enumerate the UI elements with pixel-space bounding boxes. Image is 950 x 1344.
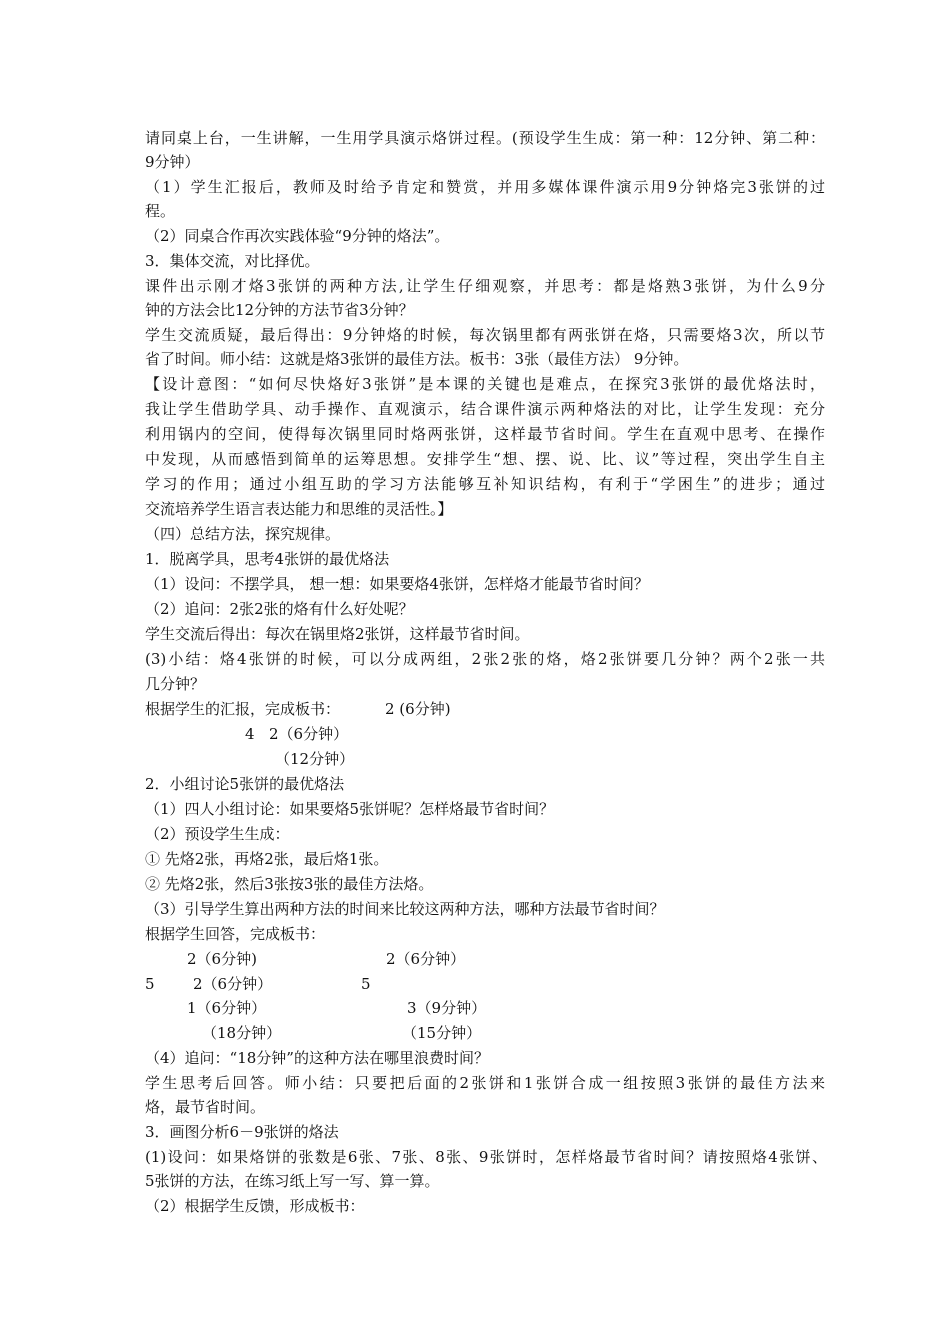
design-intent-line: 利用锅内的空间，使得每次锅里同时烙两张饼，这样最节省时间。学生在直观中思考、在操作: [145, 425, 825, 443]
text-line: 5张饼的方法，在练习纸上写一写、算一算。: [145, 1172, 440, 1190]
board-total: （12分钟）: [275, 750, 355, 768]
board-entry: 1（6分钟）: [187, 999, 267, 1017]
text-line: 钟的方法会比12分钟的方法节省3分钟？: [145, 301, 414, 319]
board-intro: 根据学生的汇报，完成板书：: [145, 700, 341, 718]
board-entry: 2（6分钟）: [386, 950, 466, 968]
design-intent-line: 交流培养学生语言表达能力和思维的灵活性。】: [145, 500, 453, 518]
text-line: (3)小结：烙4张饼的时候，可以分成两组，2张2张的烙，烙2张饼要几分钟？两个2张一共: [145, 650, 825, 668]
board-entry: 2 (6分钟): [385, 700, 451, 718]
text-line: （1）学生汇报后，教师及时给予肯定和赞赏，并用多媒体课件演示用9分钟烙完3张饼的过: [145, 178, 825, 196]
design-intent-line: 中发现，从而感悟到简单的运筹思想。安排学生“想、摆、说、比、议”等过程，突出学生自主: [145, 450, 825, 468]
board-entry: 2（6分钟）: [269, 725, 349, 743]
board-entry: 3（9分钟）: [407, 999, 487, 1017]
subsection-heading: 1．脱离学具，思考4张饼的最优烙法: [145, 550, 390, 568]
text-line: （2）根据学生反馈，形成板书：: [145, 1197, 365, 1215]
text-line: (1)设问：如果烙饼的张数是6张、7张、8张、9张饼时，怎样烙最节省时间？请按照烙4张饼、: [145, 1148, 827, 1166]
design-intent-line: 学习的作用；通过小组互助的学习方法能够互补知识结构，有利于“学困生”的进步；通过: [145, 475, 825, 493]
text-line: 学生交流质疑，最后得出：9分钟烙的时候，每次锅里都有两张饼在烙，只需要烙3次，所以节: [145, 326, 825, 344]
text-line: 学生交流后得出：每次在锅里烙2张饼，这样最节省时间。: [145, 625, 530, 643]
text-line: （2）预设学生生成：: [145, 825, 290, 843]
text-line: 请同桌上台，一生讲解，一生用学具演示烙饼过程。(预设学生生成：第一种：12分钟、第二种：: [145, 129, 825, 147]
section-heading: （四）总结方法，探究规律。: [145, 525, 341, 543]
text-line: （2）追问：2张2张的烙有什么好处呢？: [145, 600, 414, 618]
text-line: （4）追问：“18分钟”的这种方法在哪里浪费时间？: [145, 1049, 489, 1067]
text-line: 程。: [145, 202, 176, 220]
text-line: 课件出示刚才烙3张饼的两种方法,让学生仔细观察，并思考：都是烙熟3张饼，为什么9分: [145, 277, 825, 295]
text-line: （2）同桌合作再次实践体验“9分钟的烙法”。: [145, 227, 450, 245]
board-entry: 4: [245, 725, 255, 743]
board-entry: 5: [361, 975, 371, 993]
design-intent-line: 【设计意图：“如何尽快烙好3张饼”是本课的关键也是难点，在探究3张饼的最优烙法时，: [145, 375, 825, 393]
text-line: 根据学生回答，完成板书：: [145, 925, 326, 943]
board-total: （18分钟）: [202, 1024, 282, 1042]
text-line: 9分钟）: [145, 153, 200, 171]
text-line: （3）引导学生算出两种方法的时间来比较这两种方法，哪种方法最节省时间？: [145, 900, 665, 918]
text-line: 烙，最节省时间。: [145, 1098, 266, 1116]
subsection-heading: 3．画图分析6－9张饼的烙法: [145, 1123, 339, 1141]
board-entry: 5: [145, 975, 155, 993]
text-line: 省了时间。师小结：这就是烙3张饼的最佳方法。板书：3张（最佳方法） 9分钟。: [145, 350, 689, 368]
board-total: （15分钟）: [402, 1024, 482, 1042]
text-line: （1）四人小组讨论：如果要烙5张饼呢？怎样烙最节省时间？: [145, 800, 555, 818]
section-heading: 3．集体交流，对比择优。: [145, 252, 320, 270]
text-line: （1）设问：不摆学具， 想一想：如果要烙4张饼，怎样烙才能最节省时间？: [145, 575, 649, 593]
text-line: 几分钟？: [145, 675, 206, 693]
board-entry: 2（6分钟): [187, 950, 257, 968]
subsection-heading: 2．小组讨论5张饼的最优烙法: [145, 775, 345, 793]
board-entry: 2（6分钟）: [193, 975, 273, 993]
design-intent-line: 我让学生借助学具、动手操作、直观演示，结合课件演示两种烙法的对比，让学生发现：充分: [145, 400, 825, 418]
text-line: ② 先烙2张，然后3张按3张的最佳方法烙。: [145, 875, 434, 893]
text-line: 学生思考后回答。师小结：只要把后面的2张饼和1张饼合成一组按照3张饼的最佳方法来: [145, 1074, 825, 1092]
text-line: ① 先烙2张，再烙2张，最后烙1张。: [145, 850, 389, 868]
